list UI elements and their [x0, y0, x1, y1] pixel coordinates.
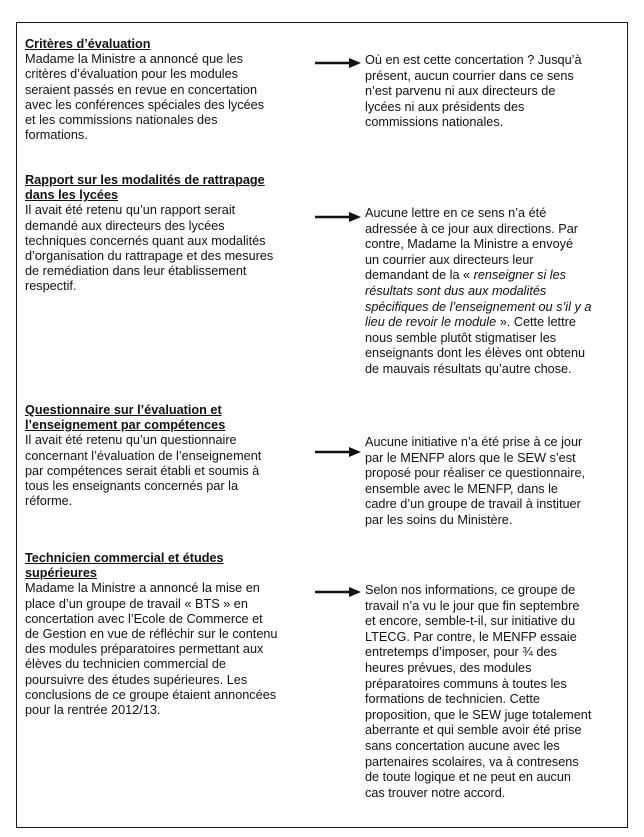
arrow-right-icon [315, 586, 361, 598]
body-line: place d’un groupe de travail « BTS » en [25, 596, 248, 611]
quoted-text: spécifiques de l’enseignement ou s’il y a [365, 299, 592, 314]
quoted-text: renseigner si les [473, 268, 567, 283]
response-line: ensemble avec le MENFP, dans le [365, 481, 558, 496]
body-line: des modules préparatoires permettant aux [25, 642, 264, 657]
body-line: tous les enseignants concernés par la [25, 479, 238, 494]
body-line: poursuivre des études supérieures. Les [25, 672, 248, 687]
response-line: présent, aucun courrier dans ce sens [365, 68, 574, 83]
body-line: d’organisation du rattrapage et des mesures [25, 249, 274, 264]
body-line: pour la rentrée 2012/13. [25, 703, 161, 718]
quoted-text: résultats sont dus aux modalités [365, 283, 547, 298]
section-body [25, 203, 307, 294]
body-line: conclusions de ce groupe étaient annoncées [25, 687, 277, 702]
response-line: lycées ni aux présidents des [365, 99, 525, 114]
response-line: par le MENFP alors que le SEW s’est [365, 450, 576, 465]
heading-line: l’enseignement par compétences [25, 418, 226, 433]
response-line: contre, Madame la Ministre a envoyé [365, 237, 574, 252]
response-line: formations de technicien. Cette [365, 692, 540, 707]
body-line: de Gestion en vue de réfléchir sur le contenu [25, 627, 278, 642]
response-text: ». Cette lettre [496, 315, 576, 330]
response-line: enseignants dont les élèves ont obtenu [365, 346, 586, 361]
section-left-column [25, 403, 307, 509]
response-line: cas trouver notre accord. [365, 785, 506, 800]
response-line: sans concertation aucune avec les [365, 738, 560, 753]
body-line: techniques concernés quant aux modalités [25, 233, 266, 248]
heading-line: Critères d’évaluation [25, 37, 151, 51]
section-heading [25, 173, 307, 203]
arrow-right-icon [315, 446, 361, 458]
section-heading [25, 551, 307, 581]
response-line: Selon nos informations, ce groupe de [365, 583, 576, 597]
response-line: proposé pour réaliser ce questionnaire, [365, 466, 586, 481]
section-left-column [25, 173, 307, 295]
response-line: heures prévues, des modules [365, 660, 532, 675]
heading-line: Technicien commercial et études [25, 551, 224, 565]
heading-line: supérieures [25, 566, 97, 581]
response-line: n’est parvenu ni aux directeurs de [365, 84, 556, 99]
section-body [25, 581, 307, 718]
body-line: Madame la Ministre a annoncé que les [25, 52, 243, 67]
body-line: élèves du technicien commercial de [25, 657, 226, 672]
response-line: préparatoires communs à toutes les [365, 676, 567, 691]
response-line [365, 268, 627, 284]
body-line: critères d’évaluation pour les modules [25, 67, 238, 82]
body-line: concertation avec l’Ecole de Commerce et [25, 611, 263, 626]
body-line: concernant l’évaluation de l’enseignement [25, 448, 262, 463]
response-line: cadre d’un groupe de travail à instituer [365, 497, 581, 512]
section-response [365, 206, 627, 378]
body-line: Il avait été retenu qu’un questionnaire [25, 433, 237, 448]
section-body [25, 52, 307, 143]
body-line: Il avait été retenu qu’un rapport serait [25, 203, 236, 218]
section-left-column [25, 551, 307, 718]
body-line: et les commissions nationales des [25, 113, 218, 128]
section-left-column [25, 37, 307, 143]
response-line: un courrier aux directeurs leur [365, 252, 534, 267]
response-line [365, 315, 627, 331]
heading-line: dans les lycées [25, 188, 119, 203]
section-heading [25, 403, 307, 433]
arrow-right-icon [315, 57, 361, 69]
response-line [365, 284, 627, 300]
response-line: adressée à ce jour aux directions. Par [365, 221, 578, 236]
response-line: commissions nationales. [365, 115, 504, 130]
section-response [365, 435, 627, 529]
response-line: Aucune initiative n’a été prise à ce jour [365, 435, 583, 449]
body-line: respectif. [25, 279, 77, 294]
arrow-right-icon [315, 211, 361, 223]
response-line: Où en est cette concertation ? Jusqu’à [365, 53, 582, 67]
quoted-text: lieu de revoir le module [365, 315, 497, 330]
response-line: de mauvais résultats qu’autre chose. [365, 361, 572, 376]
response-line: Aucune lettre en ce sens n’a été [365, 206, 547, 220]
section-response [365, 53, 627, 131]
body-line: avec les conférences spéciales des lycées [25, 97, 265, 112]
response-line: travail n’a vu le jour que fin septembre [365, 598, 580, 613]
response-line: proposition, que le SEW juge totalement [365, 707, 592, 722]
body-line: de remédiation dans leur établissement [25, 264, 247, 279]
section-response [365, 583, 627, 801]
heading-line: Questionnaire sur l’évaluation et [25, 403, 222, 417]
body-line: demandé aux directeurs des lycées [25, 218, 225, 233]
response-text: demandant de la « [365, 268, 474, 283]
response-line: de toute logique et ne peut en aucun [365, 770, 571, 785]
response-line: LTECG. Par contre, le MENFP essaie [365, 629, 577, 644]
response-line: partenaires scolaires, va à contresens [365, 754, 579, 769]
response-line [365, 300, 627, 316]
body-line: Madame la Ministre a annoncé la mise en [25, 581, 260, 596]
response-line: aberrante et qui semble avoir été prise [365, 723, 582, 738]
response-line: entretemps d’imposer, pour ¾ des [365, 645, 557, 660]
body-line: réforme. [25, 494, 73, 509]
section-heading [25, 37, 307, 52]
section-body [25, 433, 307, 509]
response-line: nous semble plutôt stigmatiser les [365, 330, 557, 345]
response-line: et encore, semble-t-il, sur initiative du [365, 614, 576, 629]
response-line: par les soins du Ministère. [365, 512, 513, 527]
heading-line: Rapport sur les modalités de rattrapage [25, 173, 265, 187]
body-line: seraient passés en revue en concertation [25, 82, 258, 97]
body-line: par compétences serait établi et soumis à [25, 463, 260, 478]
document-frame [16, 22, 628, 828]
body-line: formations. [25, 128, 88, 143]
